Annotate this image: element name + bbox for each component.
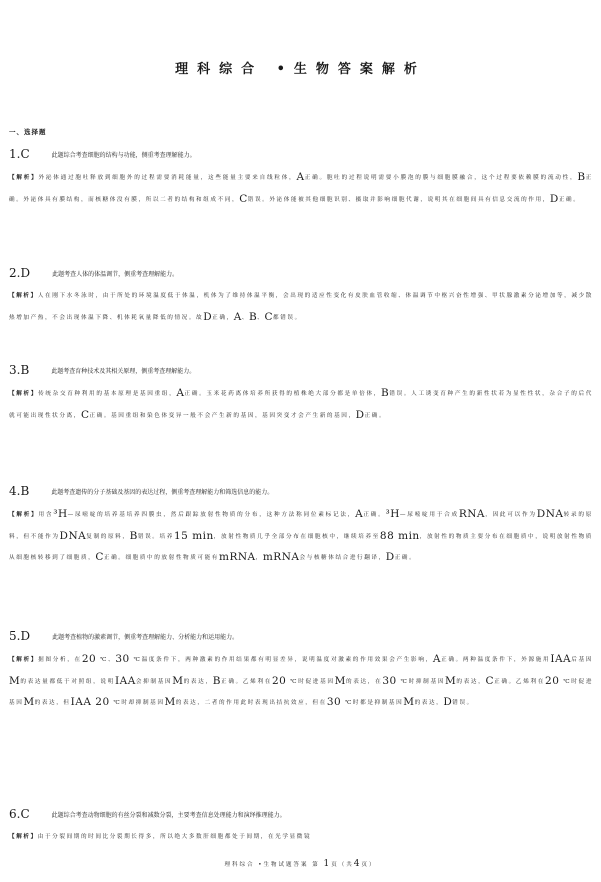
question-summary: 此题考查植物的激素调节，侧重考查理解能力、分析能力和运用能力。 [52,634,239,641]
analysis-latin-run: IAA 20 [70,696,114,708]
analysis-latin-run: M [334,674,346,687]
analysis-latin-run: 15 min [173,529,214,542]
analysis-tag: 【解析】 [9,175,39,181]
analysis-text: 传统杂交育种利用的基本原理是基因重组，A正确。玉米花药离体培养所获得的植株绝大部分都是单倍体，B错误。人工诱变育种产生的新性状若为显性性状，杂合子的后代就可能出现性状分离，C正确。基因重组和染色体变异一般不会产生新的基因，基因突变才会产生新的基因，D正确。 [9,387,593,421]
question-item [9,148,593,210]
analysis-latin-run: M [403,696,415,708]
question-summary: 此题综合考查细胞的结构与功能，侧重考查理解能力。 [51,152,196,159]
analysis-latin-run: C [239,192,248,205]
analysis-latin-run: A [176,387,185,399]
analysis-text: 人在刚下水冬泳时，由于所处的环境温度低于体温，机体为了维持体温平衡，会出现的适应性变化有皮肤血管收缩、体温调节中枢兴奋性增强、甲状腺激素分泌增加等，减少散热增加产热，不会出现体温下降、机体耗氧量降低的情况。故D正确，A、B、C都错误。 [9,293,593,323]
analysis-latin-run: M [23,696,35,708]
question-summary: 此题考查人体的体温调节，侧重考查理解能力。 [52,271,179,278]
analysis-latin-run: mRNA [218,551,256,563]
analysis-text: 外泌体通过胞吐释放到细胞外的过程需要消耗能量，这些能量主要来自线粒体，A正确。胞吐的过程说明需要小膜泡的膜与细胞膜融合，这个过程要依赖膜的流动性，B正确。外泌体具有膜结构，而核糖体没有膜，所以二者的结构和组成不同，C错误。外泌体能被其他细胞识别、摄取并影响细胞代谢，说明其在细胞间具有信息交流的作用，D正确。 [9,171,593,205]
footer-page-number: 1 [323,859,332,869]
analysis-latin-run: 88 min [379,529,420,542]
question-item [9,808,593,848]
question-analysis [9,383,593,426]
section-heading: 一、选择题 [9,128,47,136]
analysis-latin-run: ³H [385,508,400,520]
analysis-latin-run: D [355,408,365,421]
question-analysis [9,504,593,569]
analysis-latin-run: B [212,674,221,687]
analysis-latin-run: B [129,529,138,542]
analysis-latin-run: IAA [114,674,136,687]
analysis-latin-run: M [9,674,21,687]
analysis-tag: 【解析】 [9,657,39,663]
analysis-latin-run: C [80,408,90,421]
analysis-text: 由于分裂间期的时间比分裂期长得多，所以绝大多数肝细胞都处于间期，在光学显微镜 [37,834,312,840]
footer-total-pages: 4 [353,859,362,869]
analysis-tag: 【解析】 [9,391,39,397]
analysis-latin-run: RNA [458,508,486,520]
question-item [9,267,593,328]
page-footer [0,859,601,869]
question-analysis [9,649,593,714]
question-header [9,364,593,378]
analysis-latin-run: 30 [382,674,401,687]
analysis-latin-run: 20 [81,653,101,665]
page-title: 理科综合 •生物答案解析 [175,62,426,77]
question-analysis [9,827,593,848]
question-header [9,808,593,822]
analysis-latin-run: DNA [536,508,564,520]
question-item [9,364,593,426]
analysis-text: 据图分析，在20 ℃、30 ℃温度条件下，两种激素的作用结果都有明显差异，说明温度对激素的作用效果会产生影响，A正确。两种温度条件下，外源施用IAA后基因M的表达量都低于对照组，说明IAA会抑制基因M的表达，B正确。乙烯利在20 ℃时促进基因M的表达，在30 ℃时抑制基因M的表达，C正确。乙烯利在20 ℃时促进基因M的表达，但IAA 20 ℃时却抑制基因M的表达，二者的作用此时表现出拮抗效应，但在30 ℃时都是抑制基因M的表达，D错误。 [9,653,594,708]
question-analysis [9,286,593,328]
analysis-tag: 【解析】 [9,512,39,518]
analysis-latin-run: D [203,310,213,323]
analysis-latin-run: A [296,171,305,183]
question-header [9,267,593,281]
analysis-latin-run: DNA [59,529,87,542]
analysis-latin-run: 20 [272,674,291,687]
analysis-latin-run: D [443,696,453,708]
question-number: 4.B [9,485,30,498]
analysis-latin-run: ³H [53,508,68,520]
analysis-latin-run: C [95,551,104,563]
analysis-latin-run: 30 [326,696,346,708]
question-number: 3.B [9,364,30,377]
footer-page-suffix: 页（共 [331,862,354,868]
analysis-latin-run: 30 [115,653,134,665]
question-item [9,630,593,714]
analysis-latin-run: 20 [545,674,564,687]
analysis-latin-run: A [233,310,242,323]
analysis-latin-run: B [381,387,390,399]
question-summary: 此题综合考查动物细胞的有丝分裂和减数分裂，主要考查信息处理能力和演绎推理能力。 [51,812,286,819]
footer-page-prefix: 第 [312,862,320,868]
analysis-latin-run: C [264,310,274,323]
analysis-text: 用含³H—尿嘧啶的培养基培养四膜虫，然后跟踪放射性物质的分布，这种方法称同位素标记法，A正确。³H—尿嘧啶用于合成RNA，因此可以作为DNA转录的原料，但不能作为DNA复制的原料，B错误。培养15 min，放射性物质几乎全部分布在细胞核中，继续培养至88 min，放射性的物质主要分布在细胞质中，说明放射性物质从细胞核转移到了细胞质，C正确。细胞质中的放射性物质可能有mRNA，mRNA会与核糖体结合进行翻译，D正确。 [9,508,593,563]
question-analysis [9,167,593,210]
footer-total-suffix: 页） [361,862,377,868]
analysis-tag: 【解析】 [9,834,38,840]
analysis-latin-run: M [164,696,176,708]
analysis-latin-run: M [445,674,457,687]
question-summary: 此题考查遗传的分子基础及基因的表达过程，侧重考查理解能力和筛选信息的能力。 [51,489,274,496]
question-number: 1.C [9,148,30,161]
question-number: 6.C [9,808,30,821]
question-header [9,485,593,499]
analysis-latin-run: C [485,674,495,687]
analysis-latin-run: mRNA [262,551,300,563]
question-summary: 此题考查育种技术及其相关原理，侧重考查理解能力。 [51,368,196,375]
question-number: 5.D [9,630,31,643]
analysis-latin-run: IAA [550,653,572,665]
analysis-latin-run: B [577,171,586,183]
analysis-tag: 【解析】 [9,293,38,299]
analysis-latin-run: A [432,653,441,665]
analysis-latin-run: M [172,674,184,687]
question-number: 2.D [9,267,31,280]
question-header [9,148,593,162]
analysis-latin-run: A [355,508,364,520]
question-header [9,630,593,644]
analysis-latin-run: D [385,551,395,563]
analysis-latin-run: D [549,192,559,205]
analysis-latin-run: B [249,310,258,323]
footer-subject: 理科综合 •生物试题答案 [224,862,309,868]
question-item [9,485,593,569]
